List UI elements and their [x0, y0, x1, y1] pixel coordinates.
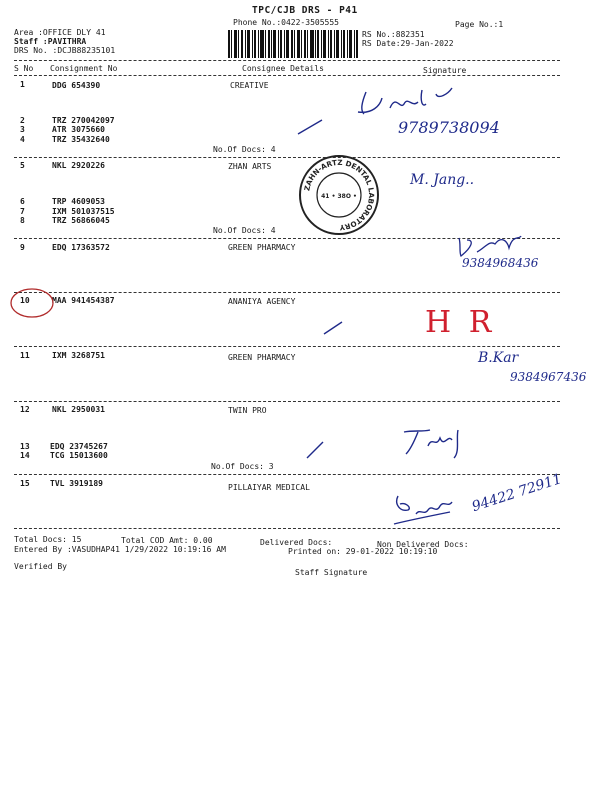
- staff-signature: Staff Signature: [295, 568, 368, 577]
- row-consignment: EDQ 17363572: [52, 243, 110, 252]
- row-consignee: PILLAIYAR MEDICAL: [228, 483, 310, 492]
- row-consignment: TRP 4609053: [52, 197, 105, 206]
- col-consignment: Consignment No: [50, 64, 118, 73]
- handwritten-signature-5: B.Kar: [478, 350, 519, 366]
- row-sno: 7: [20, 207, 25, 216]
- company-stamp: [298, 154, 380, 236]
- stamp-text: ZAHN-ARTZ DENTAL LABORATORY: [302, 157, 377, 233]
- row-sno: 3: [20, 125, 25, 134]
- row-consignee: GREEN PHARMACY: [228, 353, 296, 362]
- row-sno: 4: [20, 135, 25, 144]
- tick-mark: [322, 318, 346, 336]
- row-sno: 1: [20, 80, 25, 89]
- stamp-inner-text: 41 • 38O •: [321, 193, 357, 200]
- total-docs: Total Docs: 15: [14, 535, 82, 544]
- handwritten-name-2: M. Jang..: [410, 172, 475, 188]
- barcode-image: [228, 30, 358, 58]
- tick-mark: [305, 440, 327, 460]
- row-consignment: TRZ 56866045: [52, 216, 110, 225]
- row-sno: 9: [20, 243, 25, 252]
- sheet-title: TPC/CJB DRS - P41: [252, 5, 358, 16]
- row-consignment: NKL 2950031: [52, 405, 105, 414]
- col-consignee: Consignee Details: [242, 64, 324, 73]
- row-rule: [14, 292, 560, 293]
- row-rule: [14, 474, 560, 475]
- row-consignment: IXM 3268751: [52, 351, 105, 360]
- row-sno: 15: [20, 479, 30, 488]
- docs-count: No.Of Docs: 4: [213, 226, 276, 235]
- row-consignment: EDQ 23745267: [50, 442, 108, 451]
- header-rule-top: [14, 60, 560, 61]
- row-consignment: TRZ 35432640: [52, 135, 110, 144]
- handwritten-phone-5: 9384967436: [510, 370, 587, 384]
- tick-mark: [296, 118, 326, 136]
- col-sno: S No: [14, 64, 34, 73]
- footer-rule: [14, 528, 560, 529]
- col-signature: Signature: [423, 66, 467, 75]
- drs-number: DRS No. :DCJB88235101: [14, 46, 116, 55]
- total-cod: Total COD Amt: 0.00: [121, 536, 213, 545]
- area-field: Area :OFFICE DLY 41: [14, 28, 106, 37]
- handwritten-phone-6: 94422 72911: [470, 471, 564, 516]
- docs-count: No.Of Docs: 4: [213, 145, 276, 154]
- handwritten-phone-3: 9384968436: [462, 256, 539, 270]
- row-sno: 13: [20, 442, 30, 451]
- signature-row13: [400, 424, 470, 460]
- row-consignment: NKL 2920226: [52, 161, 105, 170]
- row-consignment: TCG 15013600: [50, 451, 108, 460]
- row-consignee: ANANIYA AGENCY: [228, 297, 296, 306]
- verified-by: Verified By: [14, 562, 67, 571]
- delivered-docs: Delivered Docs:: [260, 538, 333, 547]
- row-consignment: IXM 501037515: [52, 207, 115, 216]
- row-rule: [14, 346, 560, 347]
- printed-on: Printed on: 29-01-2022 10:19:10: [288, 547, 438, 556]
- row-rule: [14, 401, 560, 402]
- row-consignment: ATR 3075660: [52, 125, 105, 134]
- row-consignment: DDG 654390: [52, 81, 101, 90]
- row-sno: 14: [20, 451, 30, 460]
- handwritten-phone-1: 9789738094: [398, 118, 500, 137]
- row-consignee: GREEN PHARMACY: [228, 243, 296, 252]
- row-consignee: ZHAN ARTS: [228, 162, 272, 171]
- row-sno: 2: [20, 116, 25, 125]
- rs-date: RS Date:29-Jan-2022: [362, 39, 454, 48]
- signature-row15: [390, 490, 470, 530]
- row-consignment: TRZ 270042097: [52, 116, 115, 125]
- row-consignee: TWIN PRO: [228, 406, 267, 415]
- row-rule: [14, 157, 560, 158]
- row-sno: 10: [20, 296, 30, 305]
- non-delivered-docs: Non Delivered Docs:: [377, 540, 469, 549]
- row-consignee: CREATIVE: [230, 81, 269, 90]
- row-sno: 8: [20, 216, 25, 225]
- phone-number: Phone No.:0422-3505555: [233, 18, 339, 27]
- handwritten-mark: H R: [425, 305, 496, 340]
- row-consignment: MAA 941454387: [52, 296, 115, 305]
- header-rule-bottom: [14, 75, 560, 76]
- row-sno: 6: [20, 197, 25, 206]
- row-consignment: TVL 3919189: [50, 479, 103, 488]
- row-sno: 12: [20, 405, 30, 414]
- entered-by: Entered By :VASUDHAP41 1/29/2022 10:19:16 AM: [14, 545, 226, 554]
- row-sno: 11: [20, 351, 30, 360]
- row-sno: 5: [20, 161, 25, 170]
- docs-count: No.Of Docs: 3: [211, 462, 274, 471]
- circle-mark: [8, 286, 56, 320]
- staff-field: Staff :PAVITHRA: [14, 37, 87, 46]
- rs-number: RS No.:882351: [362, 30, 425, 39]
- page-number: Page No.:1: [455, 20, 504, 29]
